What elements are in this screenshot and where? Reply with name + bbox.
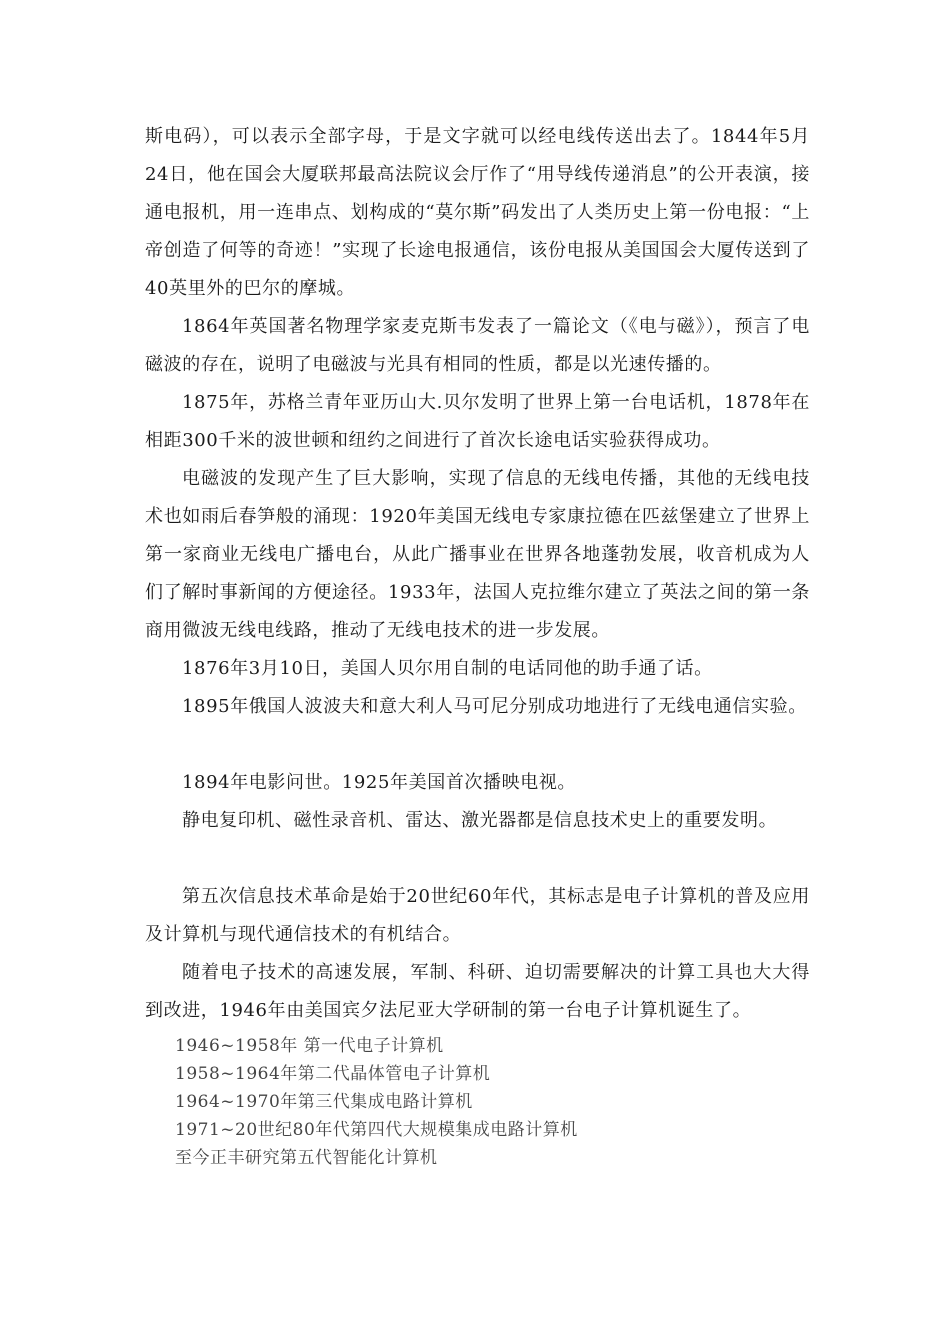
list-item: 1958~1964年第二代晶体管电子计算机 [175,1064,491,1084]
list-item: 1964~1970年第三代集成电路计算机 [175,1092,473,1112]
blank-line [145,726,810,764]
computer-generations-list [145,1032,810,1172]
list-item: 1971~20世纪80年代第四代大规模集成电路计算机 [175,1120,578,1140]
document-page [145,118,810,1172]
blank-line [145,840,810,878]
paragraph-fifth-revolution: 第五次信息技术革命是始于20世纪60年代，其标志是电子计算机的普及应用及计算机与现代通信技术的有机结合。 [145,886,810,945]
paragraph-telegraph: 斯电码），可以表示全部字母，于是文字就可以经电线传送出去了。1844年5月24日，他在国会大厦联邦最高法院议会厅作了“用导线传递消息”的公开表演，接通电报机，用一连串点、划构成的“莫尔斯”码发出了人类历史上第一份电报：“上帝创造了何等的奇迹！”实现了长途电报通信，该份电报从美国国会大厦传送到了40英里外的巴尔的摩城。 [145,126,810,299]
paragraph-first-computer: 随着电子技术的高速发展，军制、科研、迫切需要解决的计算工具也大大得到改进，1946年由美国宾夕法尼亚大学研制的第一台电子计算机诞生了。 [145,962,810,1021]
paragraph-inventions: 静电复印机、磁性录音机、雷达、激光器都是信息技术史上的重要发明。 [182,810,778,831]
paragraph-bell-telephone: 1875年，苏格兰青年亚历山大.贝尔发明了世界上第一台电话机，1878年在相距300千米的波世顿和纽约之间进行了首次长途电话实验获得成功。 [145,392,810,451]
paragraph-radio: 电磁波的发现产生了巨大影响，实现了信息的无线电传播，其他的无线电技术也如雨后春笋般的涌现：1920年美国无线电专家康拉德在匹兹堡建立了世界上第一家商业无线电广播电台，从此广播事业在世界各地蓬勃发展，收音机成为人们了解时事新闻的方便途径。1933年，法国人克拉维尔建立了英法之间的第一条商用微波无线电线路，推动了无线电技术的进一步发展。 [145,468,810,641]
paragraph-maxwell: 1864年英国著名物理学家麦克斯韦发表了一篇论文（《电与磁》），预言了电磁波的存在，说明了电磁波与光具有相同的性质，都是以光速传播的。 [145,316,810,375]
paragraph-wireless-experiment: 1895年俄国人波波夫和意大利人马可尼分别成功地进行了无线电通信实验。 [182,696,807,717]
list-item: 至今正丰研究第五代智能化计算机 [175,1148,438,1168]
paragraph-bell-1876: 1876年3月10日，美国人贝尔用自制的电话同他的助手通了话。 [182,658,713,679]
list-item: 1946~1958年 第一代电子计算机 [175,1036,444,1056]
paragraph-film-tv: 1894年电影问世。1925年美国首次播映电视。 [182,772,577,793]
